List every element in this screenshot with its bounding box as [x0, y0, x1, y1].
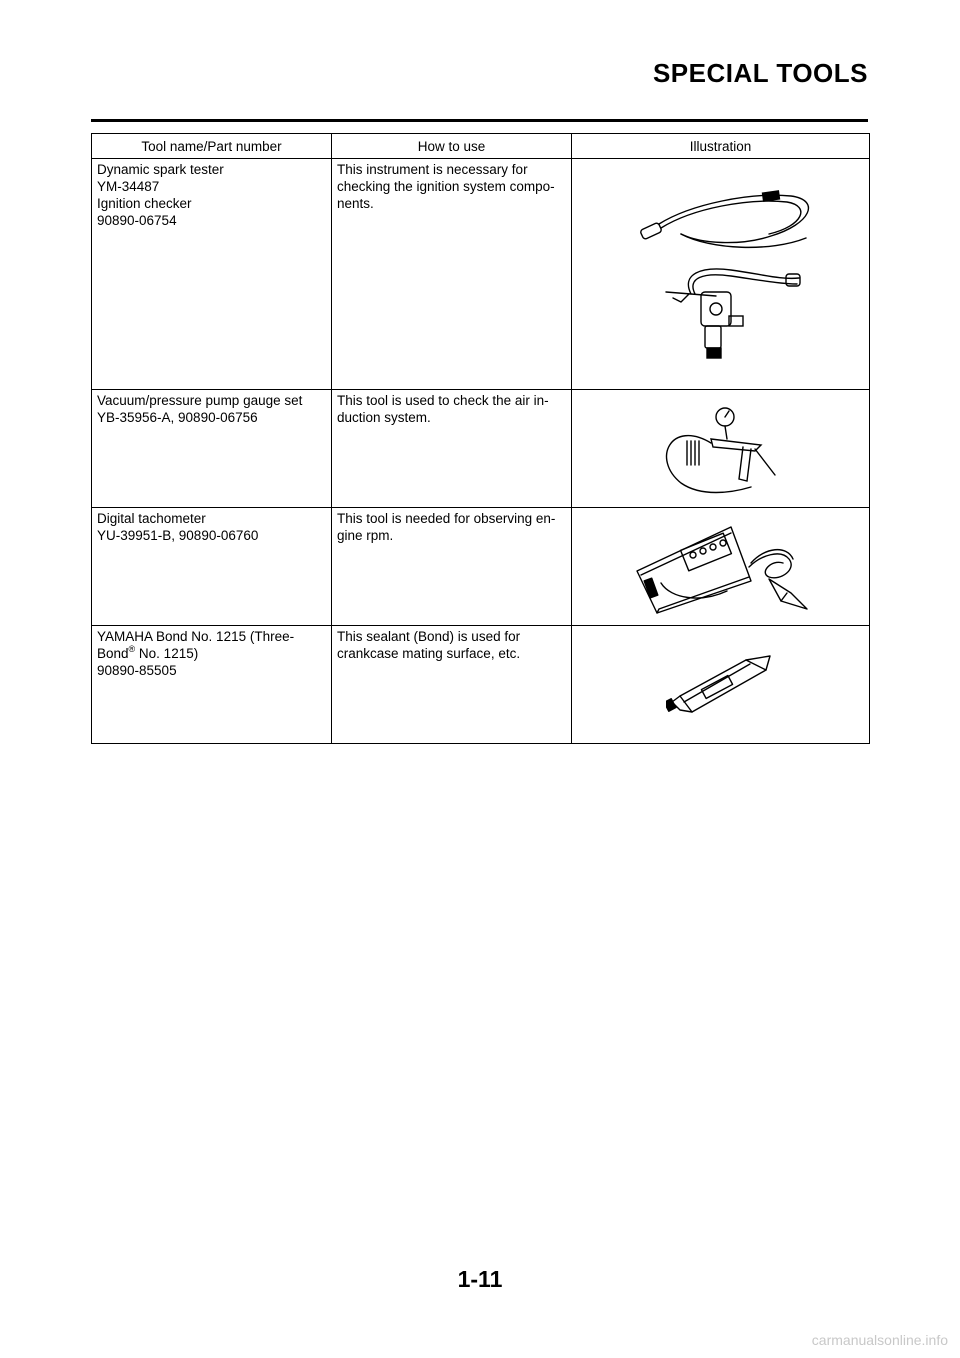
usage-line: checking the ignition system compo-	[337, 179, 555, 194]
table-row	[92, 390, 870, 508]
sealant-tube-icon	[666, 652, 776, 718]
usage-line: This tool is used to check the air in-	[337, 393, 549, 408]
digital-tachometer-icon	[631, 519, 811, 615]
bond-number-text: No. 1215)	[135, 646, 199, 661]
tool-name-line: YAMAHA Bond No. 1215 (Three-	[97, 629, 295, 644]
tool-name-line: Dynamic spark tester	[97, 162, 224, 177]
tool-name-line: Digital tachometer	[97, 511, 206, 526]
tool-name-line: Vacuum/pressure pump gauge set	[97, 393, 303, 408]
table-row	[92, 508, 870, 626]
table-row	[92, 159, 870, 390]
usage-line: crankcase mating surface, etc.	[337, 646, 521, 661]
table-header-row	[92, 134, 870, 159]
illustration-cell	[572, 159, 870, 390]
table-row	[92, 626, 870, 744]
tool-part-number: 90890-06754	[97, 213, 177, 228]
tool-name-line: Ignition checker	[97, 196, 192, 211]
usage-line: This tool is needed for observing en-	[337, 511, 556, 526]
usage-line: This sealant (Bond) is used for	[337, 629, 521, 644]
bond-text: Bond	[97, 646, 129, 661]
usage-line: duction system.	[337, 410, 431, 425]
how-to-use-cell	[332, 626, 572, 744]
tool-part-number: YU-39951-B, 90890-06760	[97, 528, 259, 543]
spark-tester-icon	[621, 174, 821, 374]
tool-name-cell	[92, 390, 332, 508]
tool-name-cell	[92, 626, 332, 744]
illustration-cell	[572, 508, 870, 626]
tool-part-number: YM-34487	[97, 179, 160, 194]
column-header-illustration: Illustration	[572, 134, 870, 159]
how-to-use-cell	[332, 159, 572, 390]
how-to-use-cell	[332, 508, 572, 626]
usage-line: gine rpm.	[337, 528, 394, 543]
illustration-cell	[572, 626, 870, 744]
how-to-use-cell	[332, 390, 572, 508]
tool-name-line	[97, 645, 326, 662]
column-header-how-to-use: How to use	[332, 134, 572, 159]
vacuum-pump-gauge-icon	[651, 399, 791, 499]
watermark: carmanualsonline.info	[811, 1332, 948, 1348]
tool-part-number: YB-35956-A, 90890-06756	[97, 410, 258, 425]
tool-name-cell	[92, 508, 332, 626]
tool-name-cell	[92, 159, 332, 390]
special-tools-table	[91, 133, 870, 744]
usage-line: nents.	[337, 196, 374, 211]
page-number: 1-11	[457, 1266, 503, 1292]
tool-part-number: 90890-85505	[97, 663, 177, 678]
illustration-cell	[572, 390, 870, 508]
title-rule	[91, 119, 868, 122]
registered-mark: ®	[128, 644, 136, 654]
page-title: SPECIAL TOOLS	[652, 58, 868, 88]
usage-line: This instrument is necessary for	[337, 162, 528, 177]
column-header-tool-name: Tool name/Part number	[92, 134, 332, 159]
